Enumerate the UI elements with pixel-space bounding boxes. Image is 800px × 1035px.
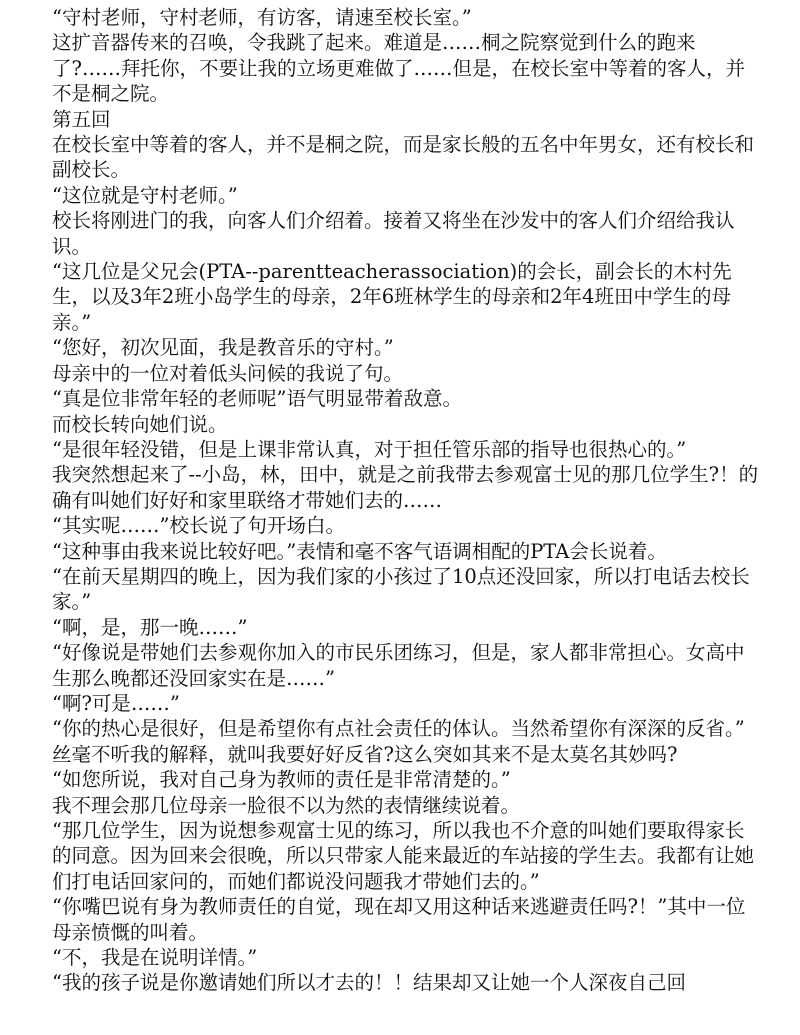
paragraph-dialogue: “不，我是在说明详情。”: [52, 946, 258, 970]
chapter-heading: 第五回: [52, 107, 111, 131]
paragraph-dialogue: “啊，是，那一晚……”: [52, 615, 248, 639]
paragraph-narration: 母亲中的一位对着低头问候的我说了句。: [52, 361, 404, 385]
document-body: [52, 5, 762, 996]
paragraph-dialogue: “啊?可是……”: [52, 691, 180, 715]
paragraph-dialogue: “我的孩子说是你邀请她们所以才去的！！结果却又让她一个人深夜自己回: [52, 971, 686, 995]
paragraph-recollection: 我突然想起来了--小岛，林，田中，就是之前我带去参观富士见的那几位学生?！的确有叫她们好好和家里联络才带她们去的……: [52, 463, 759, 512]
paragraph-announcement: “守村老师，守村老师，有访客，请速至校长室。”: [52, 6, 472, 29]
paragraph-dialogue: “这位就是守村老师。”: [52, 183, 238, 207]
paragraph-dialogue: “其实呢……”校长说了句开场白。: [52, 514, 345, 538]
paragraph-narration: 我不理会那几位母亲一脸很不以为然的表情继续说着。: [52, 793, 521, 817]
paragraph-dialogue: “好像说是带她们去参观你加入的市民乐团练习，但是，家人都非常担心。女高中生那么晚都还没回家实在是……”: [52, 641, 745, 690]
paragraph-dialogue: “你的热心是很好，但是希望你有点社会责任的体认。当然希望你有深深的反省。”: [52, 717, 745, 741]
paragraph-dialogue: “您好，初次见面，我是教音乐的守村。”: [52, 336, 394, 360]
paragraph-summons: 这扩音器传来的召唤，令我跳了起来。难道是……桐之院察觉到什么的跑来了?……拜托你，不要让我的立场更难做了……但是，在校长室中等着的客人，并不是桐之院。: [52, 31, 745, 106]
paragraph-dialogue: “这种事由我来说比较好吧。”表情和毫不客气语调相配的PTA会长说着。: [52, 539, 667, 563]
paragraph-narration: 而校长转向她们说。: [52, 412, 228, 436]
paragraph-dialogue: “如您所说，我对自己身为教师的责任是非常清楚的。”: [52, 768, 511, 792]
paragraph-dialogue: “在前天星期四的晚上，因为我们家的小孩过了10点还没回家，所以打电话去校长家。”: [52, 564, 750, 614]
paragraph-dialogue: “你嘴巴说有身为教师责任的自觉，现在却又用这种话来逃避责任吗?！”其中一位母亲愤慨的叫着。: [52, 895, 746, 944]
paragraph-dialogue: “那几位学生，因为说想参观富士见的练习，所以我也不介意的叫她们要取得家长的同意。因为回来会很晚，所以只带家人能来最近的车站接的学生去。我都有让她们打电话回家问的，而她们都说没问题我才带她们去的。”: [52, 819, 755, 893]
paragraph-dialogue: “真是位非常年轻的老师呢”语气明显带着敌意。: [52, 387, 462, 411]
paragraph-guests: 在校长室中等着的客人，并不是桐之院，而是家长般的五名中年男女，还有校长和副校长。: [52, 133, 755, 182]
paragraph-introduction: 校长将刚进门的我，向客人们介绍着。接着又将坐在沙发中的客人们介绍给我认识。: [52, 209, 735, 258]
paragraph-dialogue: “是很年轻没错，但是上课非常认真，对于担任管乐部的指导也很热心的。”: [52, 437, 687, 461]
paragraph-pta: “这几位是父兄会(PTA--parentteacherassociation)的会长，副会长的木村先生，以及3年2班小岛学生的母亲，2年6班林学生的母亲和2年4班田中学生的母亲。”: [52, 260, 732, 334]
paragraph-narration: 丝毫不听我的解释，就叫我要好好反省?这么突如其来不是太莫名其妙吗?: [52, 742, 678, 766]
